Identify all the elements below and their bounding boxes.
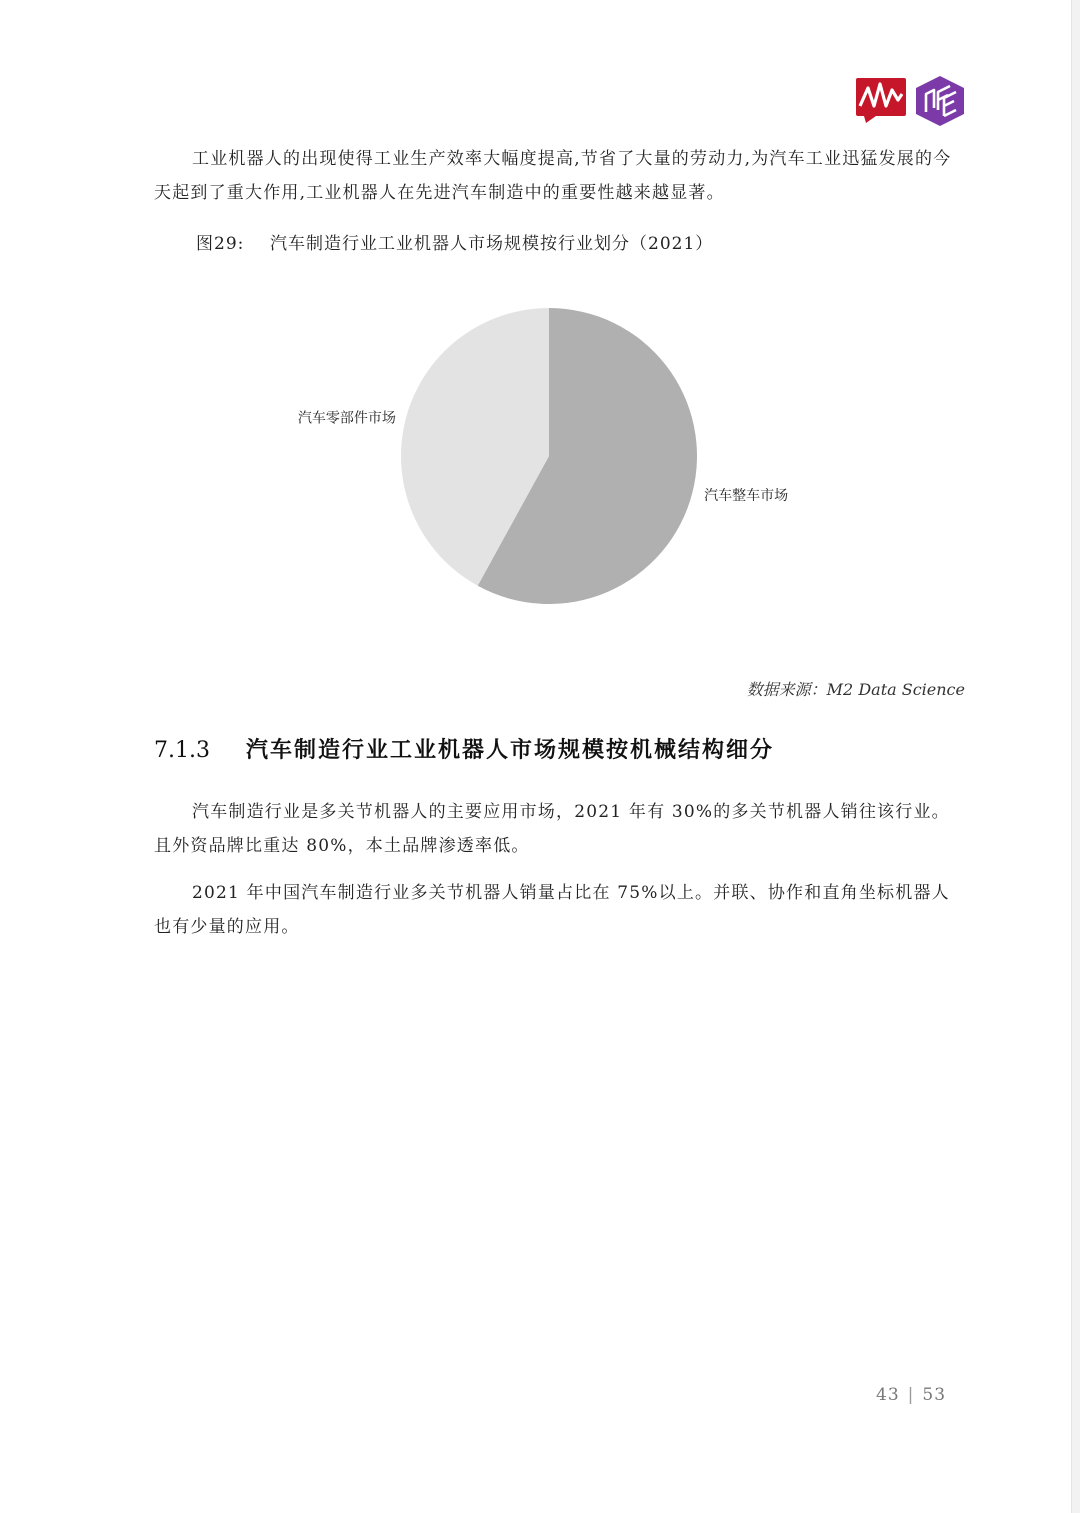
total-pages: 53	[922, 1385, 947, 1405]
purple-cube-logo	[914, 76, 966, 126]
body-paragraph-2	[154, 876, 964, 944]
intro-paragraph	[154, 142, 964, 210]
pie-slice-label: 汽车零部件市场	[297, 410, 396, 427]
current-page: 43	[876, 1385, 900, 1405]
data-source: 数据来源：M2 Data Science	[746, 680, 965, 699]
section-heading	[154, 733, 774, 764]
body-paragraph-1	[154, 795, 964, 863]
pie-chart-svg	[0, 280, 1071, 640]
m2-red-logo	[856, 76, 906, 124]
section-title: 汽车制造行业工业机器人市场规模按机械结构细分	[246, 737, 775, 763]
figure-title: 汽车制造行业工业机器人市场规模按行业划分（2021）	[270, 234, 714, 254]
section-number: 7.1.3	[154, 738, 210, 763]
body-paragraph-2-text: 2021 年中国汽车制造行业多关节机器人销量占比在 75%以上。并联、协作和直角坐标机器人也有少量的应用。	[154, 883, 950, 937]
figure-caption	[196, 229, 713, 254]
page-number	[876, 1385, 946, 1405]
pie-slice-label: 汽车整车市场	[704, 487, 789, 504]
intro-paragraph-text: 工业机器人的出现使得工业生产效率大幅度提高,节省了大量的劳动力,为汽车工业迅猛发展的今天起到了重大作用,工业机器人在先进汽车制造中的重要性越来越显著。	[154, 149, 952, 203]
figure-label: 图29:	[196, 234, 245, 254]
page-separator: |	[907, 1385, 915, 1405]
body-paragraph-1-text: 汽车制造行业是多关节机器人的主要应用市场，2021 年有 30%的多关节机器人销往该行业。且外资品牌比重达 80%，本土品牌渗透率低。	[154, 802, 950, 856]
pie-chart	[0, 280, 1071, 640]
